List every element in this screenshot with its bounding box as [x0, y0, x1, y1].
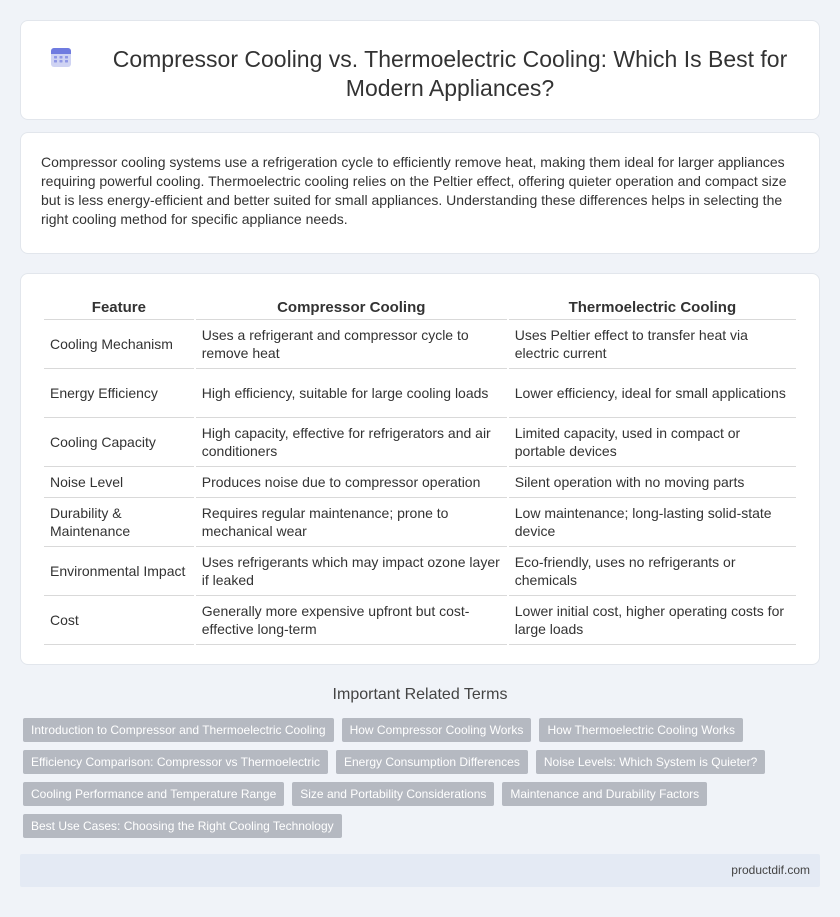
- footer-bar: [20, 854, 820, 887]
- related-term-tag[interactable]: How Thermoelectric Cooling Works: [539, 718, 743, 742]
- table-cell-thermoelectric: Lower initial cost, higher operating costs for large loads: [509, 596, 796, 645]
- table-cell-compressor: High efficiency, suitable for large cooling loads: [196, 369, 507, 418]
- table-cell-compressor: High capacity, effective for refrigerators and air conditioners: [196, 418, 507, 467]
- table-header-feature: Feature: [44, 296, 194, 320]
- related-term-tag[interactable]: Noise Levels: Which System is Quieter?: [536, 750, 765, 774]
- table-row: [44, 547, 796, 596]
- comparison-table: [42, 296, 798, 645]
- related-term-tag[interactable]: Maintenance and Durability Factors: [502, 782, 707, 806]
- calendar-icon: [49, 45, 73, 69]
- comparison-card: [20, 273, 820, 665]
- table-cell-compressor: Requires regular maintenance; prone to mechanical wear: [196, 498, 507, 547]
- related-term-tag[interactable]: Energy Consumption Differences: [336, 750, 528, 774]
- intro-paragraph: Compressor cooling systems use a refrigeration cycle to efficiently remove heat, making them ideal for larger appliances requiring powerful cooling. Thermoelectric cooling relies on the Peltier effect, offering quieter operation and compact size but is less energy-efficient and better suited for small appliances. Understanding these differences helps in selecting the right cooling method for specific appliance needs.: [41, 154, 787, 227]
- table-row: [44, 467, 796, 498]
- page-title: Compressor Cooling vs. Thermoelectric Cooling: Which Is Best for Modern Appliances?: [112, 46, 788, 101]
- table-cell-compressor: Produces noise due to compressor operation: [196, 467, 507, 498]
- related-terms-heading: Important Related Terms: [332, 686, 508, 703]
- table-cell-feature: Durability & Maintenance: [44, 498, 194, 547]
- table-cell-feature: Cost: [44, 596, 194, 645]
- table-header-thermoelectric: Thermoelectric Cooling: [509, 296, 796, 320]
- table-cell-feature: Cooling Capacity: [44, 418, 194, 467]
- related-terms-list: [23, 718, 803, 838]
- table-cell-thermoelectric: Eco-friendly, uses no refrigerants or chemicals: [509, 547, 796, 596]
- related-term-tag[interactable]: Best Use Cases: Choosing the Right Cooling Technology: [23, 814, 342, 838]
- footer-site-link[interactable]: productdif.com: [731, 863, 810, 877]
- table-row: [44, 320, 796, 369]
- related-term-tag[interactable]: Cooling Performance and Temperature Range: [23, 782, 284, 806]
- related-term-tag[interactable]: Efficiency Comparison: Compressor vs Thermoelectric: [23, 750, 328, 774]
- table-cell-thermoelectric: Uses Peltier effect to transfer heat via electric current: [509, 320, 796, 369]
- table-cell-thermoelectric: Low maintenance; long-lasting solid-state device: [509, 498, 796, 547]
- table-row: [44, 596, 796, 645]
- table-cell-feature: Cooling Mechanism: [44, 320, 194, 369]
- table-cell-feature: Environmental Impact: [44, 547, 194, 596]
- table-cell-feature: Noise Level: [44, 467, 194, 498]
- table-cell-compressor: Uses refrigerants which may impact ozone layer if leaked: [196, 547, 507, 596]
- table-row: [44, 369, 796, 418]
- title-card: [20, 20, 820, 120]
- related-term-tag[interactable]: Introduction to Compressor and Thermoelectric Cooling: [23, 718, 334, 742]
- table-cell-thermoelectric: Limited capacity, used in compact or portable devices: [509, 418, 796, 467]
- related-term-tag[interactable]: How Compressor Cooling Works: [342, 718, 532, 742]
- intro-card: [20, 132, 820, 254]
- table-cell-feature: Energy Efficiency: [44, 369, 194, 418]
- table-row: [44, 498, 796, 547]
- table-cell-thermoelectric: Silent operation with no moving parts: [509, 467, 796, 498]
- table-cell-compressor: Generally more expensive upfront but cost-effective long-term: [196, 596, 507, 645]
- table-header-compressor: Compressor Cooling: [196, 296, 507, 320]
- related-term-tag[interactable]: Size and Portability Considerations: [292, 782, 494, 806]
- table-cell-compressor: Uses a refrigerant and compressor cycle to remove heat: [196, 320, 507, 369]
- table-cell-thermoelectric: Lower efficiency, ideal for small applications: [509, 369, 796, 418]
- table-row: [44, 418, 796, 467]
